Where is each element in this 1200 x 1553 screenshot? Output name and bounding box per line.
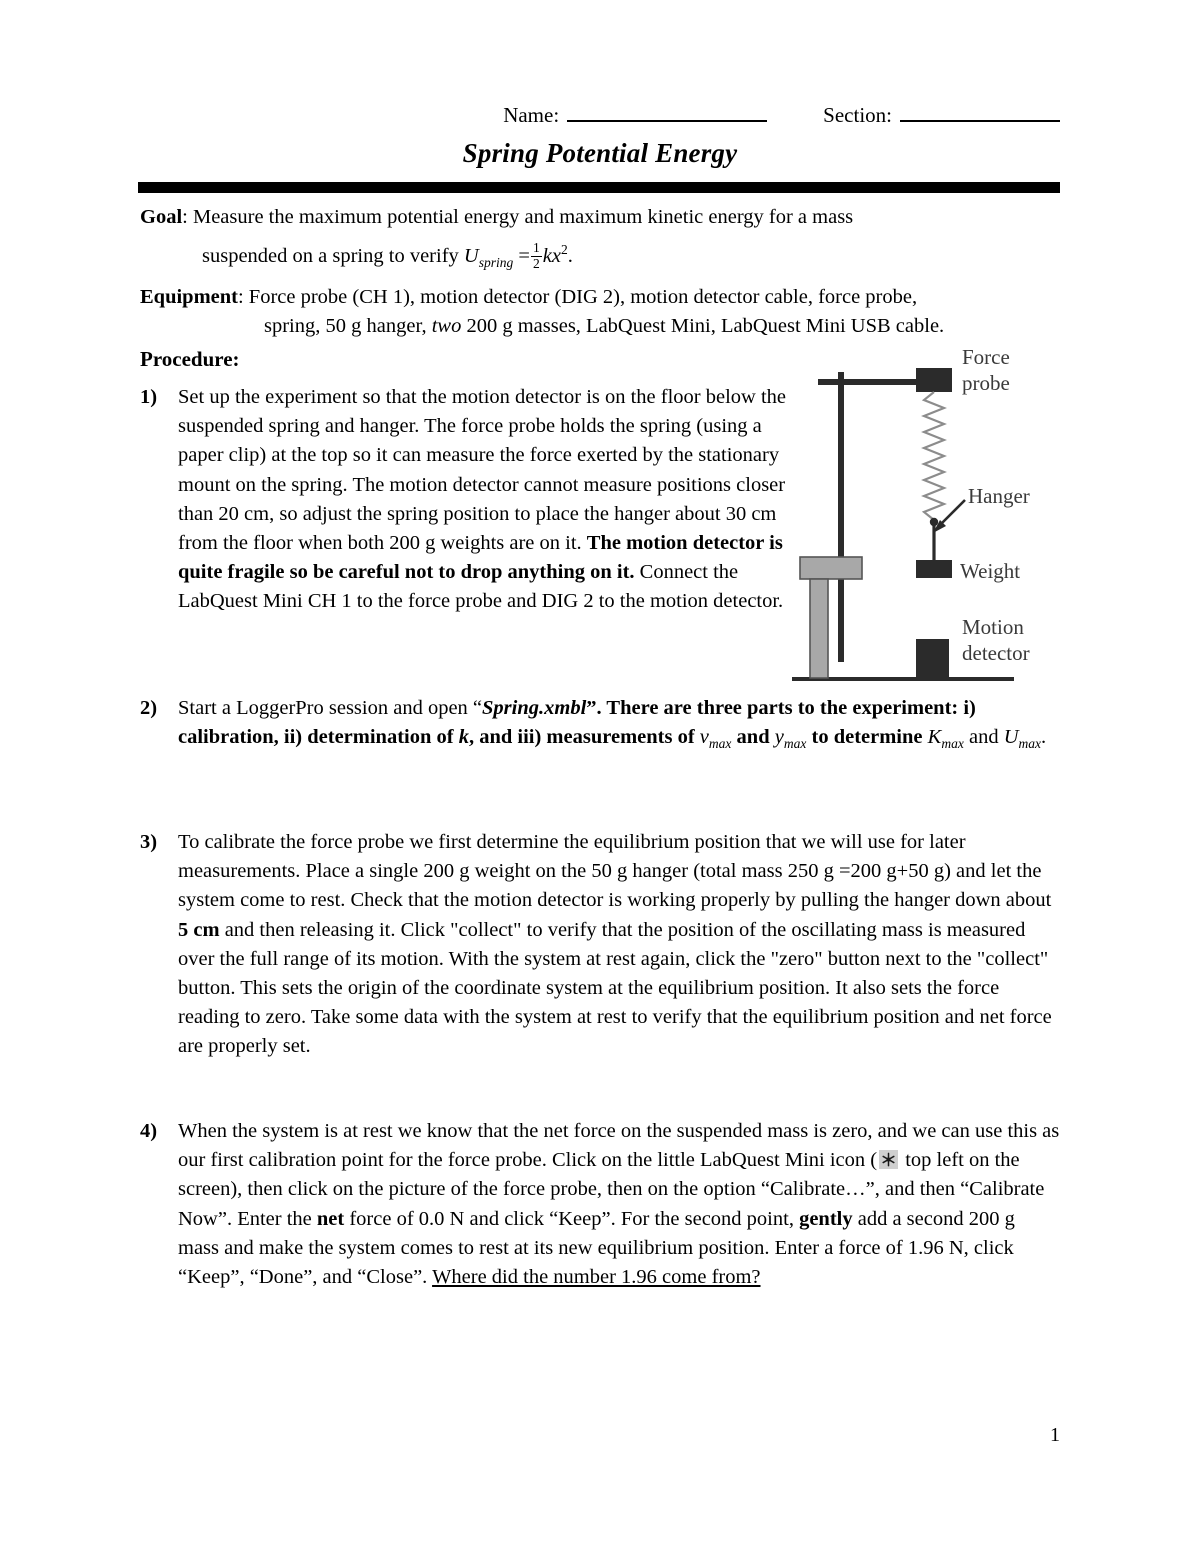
label-motion-line2: detector — [962, 641, 1030, 665]
page-number: 1 — [1050, 1424, 1060, 1446]
name-field-group — [503, 103, 767, 128]
formula-kx: $kx^2$ — [542, 242, 568, 267]
procedure-item-1 — [140, 383, 800, 617]
equipment-line2 — [264, 312, 1060, 341]
stand-arm — [818, 379, 919, 385]
item-2-part-a: Start a LoggerPro session and open “ — [178, 697, 483, 719]
item-2-number: 2) — [140, 697, 158, 719]
force-probe-box — [916, 368, 952, 392]
label-hanger: Hanger — [968, 484, 1030, 508]
name-blank[interactable] — [567, 103, 767, 122]
section-blank[interactable] — [900, 103, 1060, 122]
spring-coil — [924, 392, 944, 520]
item-1-part-a: Set up the experiment so that the motion detector is on the floor below the suspended spring and hanger. The force probe holds the spring (using a paper clip) at the top so it can measure the force exerted by the stationary mount on the spring. The motion detector cannot measure positions closer than 20 cm, so adjust the spring position to place the hanger about 30 cm from the floor when both 200 g weights are on it. — [178, 386, 787, 555]
item-4-number: 4) — [140, 1120, 158, 1142]
item-1-number: 1) — [140, 386, 158, 408]
procedure-item-3 — [140, 828, 1060, 1062]
asterisk-icon — [879, 1150, 898, 1169]
item-1-text — [178, 383, 800, 617]
label-force-probe-line2: probe — [962, 371, 1010, 395]
item-4-question: Where did the number 1.96 come from? — [432, 1266, 761, 1289]
item-3-part-a: To calibrate the force probe we first determine the equilibrium position that we will use for later measurements. Place a single 200 g weight on the 50 g hanger (total mass 250 g =200 g+50 g) and let the system come to rest. Check that the motion detector is working properly by pulling the hanger down about — [178, 831, 1052, 912]
item-4-part-b: top left on the screen), then click on the picture of the force probe, then on the option “Calibrate…”, and then “Calibrate Now”. Enter the — [178, 1149, 1045, 1230]
hanger-rod — [932, 522, 935, 562]
title-divider — [138, 182, 1060, 193]
formula-period: . — [567, 244, 573, 267]
page-title: Spring Potential Energy — [462, 138, 738, 168]
equipment-line2-a: spring, 50 g hanger, — [264, 315, 432, 337]
item-1-part-b: Connect the LabQuest Mini CH 1 to the force probe and DIG 2 to the motion detector. — [178, 561, 784, 613]
item-2-var-k: k — [458, 726, 469, 749]
weight-block — [916, 560, 952, 578]
motion-detector-box — [916, 639, 949, 677]
goal-text-line1: : Measure the maximum potential energy and maximum kinetic energy for a mass — [182, 206, 854, 228]
item-3-text — [178, 828, 1060, 1062]
goal-section — [140, 203, 1040, 277]
item-2-var-kmax: $K_{max}$ — [927, 726, 964, 752]
item-2-end: . — [1041, 726, 1047, 749]
stand-post — [838, 372, 844, 662]
item-3-bold-5cm: 5 cm — [178, 918, 220, 941]
item-2-var-umax: $U_{max}$ — [1003, 726, 1042, 752]
goal-label: Goal — [140, 206, 183, 228]
item-1-warning: The motion detector is quite fragile so be careful not to drop anything on it. — [178, 532, 783, 584]
item-4-bold-net: net — [316, 1207, 345, 1230]
section-field-group — [823, 103, 1060, 128]
item-2-bold-d: to determine — [806, 726, 928, 749]
item-2-bold-b: , and iii) measurements of — [468, 726, 700, 749]
item-2-text — [178, 694, 1060, 759]
procedure-item-4 — [140, 1117, 1060, 1292]
goal-line2-prefix: suspended on a spring to verify — [202, 244, 464, 267]
item-4-part-d: add a second 200 g mass and make the system comes to rest at its new equilibrium position. Enter a force of 1.96 N, click “Keep”, “Done”, and “Close”. — [178, 1207, 1015, 1289]
procedure-item-2 — [140, 694, 1060, 759]
item-4-part-a: When the system is at rest we know that the net force on the suspended mass is zero, and we can use this as our first calibration point for the force probe. Click on the little LabQuest Mini icon ( — [178, 1120, 1060, 1172]
item-3-number: 3) — [140, 831, 158, 853]
label-motion-line1: Motion — [962, 615, 1024, 639]
label-weight: Weight — [960, 559, 1021, 583]
equipment-label: Equipment — [140, 286, 238, 308]
stand-base-plate — [800, 557, 862, 579]
item-4-bold-gently: gently — [799, 1207, 853, 1230]
equipment-section — [140, 283, 1060, 341]
procedure-heading: Procedure: — [140, 347, 240, 371]
section-label: Section: — [823, 103, 892, 127]
item-4-text — [178, 1117, 1060, 1292]
equipment-line1: : Force probe (CH 1), motion detector (DIG 2), motion detector cable, force probe, — [237, 286, 918, 308]
equipment-two-italic: two — [431, 315, 462, 337]
item-2-bold-c: and — [731, 726, 775, 749]
name-label: Name: — [503, 103, 560, 127]
name-section-line — [140, 103, 1060, 128]
stand-base-column — [810, 579, 828, 678]
formula-equals: = — [518, 244, 530, 267]
item-4-part-c: force of 0.0 N and click “Keep”. For the second point, — [344, 1207, 800, 1230]
formula-u: $U_{spring}$ — [463, 244, 514, 270]
apparatus-svg — [790, 342, 1075, 690]
formula-fraction: $\frac{1}{2}$ — [532, 240, 540, 271]
item-2-bold-a: There are three parts to the experiment: i) calibration, ii) determination of — [178, 697, 976, 749]
item-3-part-b: and then releasing it. Click "collect" to verify that the position of the oscillating mass is measured over the full range of its motion. With the system at rest again, click the "zero" button next to the "collect" button. This sets the origin of the coordinate system at the equilibrium position. It also sets the force reading to zero. Take some data with the system at rest to verify that the equilibrium position and net force are properly set. — [178, 918, 1052, 1058]
goal-text-line2 — [202, 235, 1040, 277]
item-2-bold-e: and — [963, 726, 1004, 749]
label-force-probe-line1: Force — [962, 345, 1010, 369]
item-2-filename: Spring.xmbl — [482, 697, 587, 719]
item-2-var-vmax: $v_{max}$ — [699, 726, 732, 752]
item-2-part-b: ”. — [586, 697, 607, 719]
equipment-line2-b: 200 g masses, LabQuest Mini, LabQuest Mini USB cable. — [461, 315, 945, 337]
item-2-var-ymax: $y_{max}$ — [774, 726, 807, 752]
apparatus-diagram — [790, 342, 1075, 690]
